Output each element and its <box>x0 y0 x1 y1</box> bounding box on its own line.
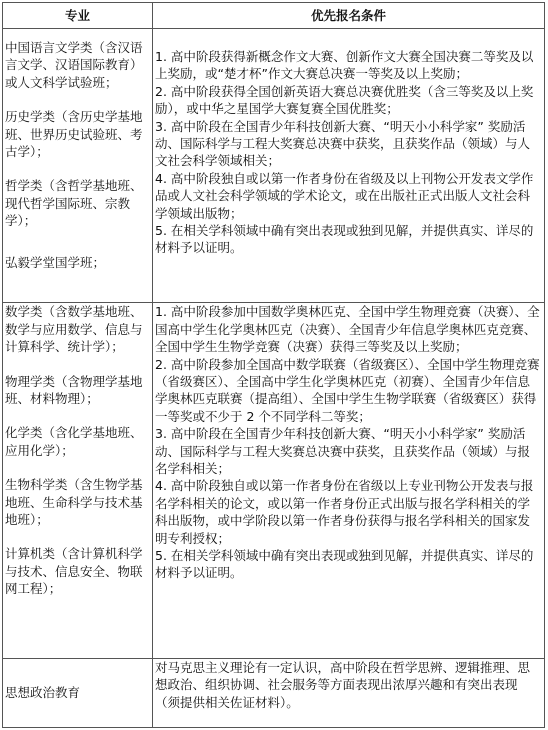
table-row <box>3 303 545 659</box>
condition-item: 1. 高中阶段获得新概念作文大赛、创新作文大赛全国决赛二等奖及以上奖励，或“楚才杯”作文大赛总决赛一等奖及以上奖励； <box>155 49 534 82</box>
admission-conditions-table <box>2 2 545 728</box>
conditions-cell <box>153 658 545 727</box>
conditions-cell <box>153 29 545 303</box>
major-item: 历史学类（含历史学基地班、世界历史试验班、考古学）； <box>5 109 143 160</box>
major-cell <box>3 303 153 659</box>
condition-item: 1. 高中阶段参加中国数学奥林匹克、全国中学生物理竞赛（决赛）、全国高中学生化学奥林匹克（决赛）、全国青少年信息学奥林匹克竞赛、全国中学生生物学竞赛（决赛）获得三等奖及以上奖励； <box>155 304 540 355</box>
header-major: 专业 <box>3 3 153 29</box>
table-row <box>3 29 545 303</box>
major-item: 中国语言文学类（含汉语言文学、汉语国际教育）或人文科学试验班； <box>5 40 143 90</box>
condition-item: 2. 高中阶段获得全国创新英语大赛总决赛优胜奖（含三等奖及以上奖励），或中华之星国学大赛复赛全国优胜奖； <box>155 83 534 117</box>
table-row <box>3 658 545 727</box>
condition-item: 3. 高中阶段在全国青少年科技创新大赛、“明天小小科学家” 奖励活动、国际科学与工程大奖赛总决赛中获奖，且获奖作品（领域）与人文社会科学领域相关； <box>155 118 531 169</box>
condition-item: 对马克思主义理论有一定认识，高中阶段在哲学思辨、逻辑推理、思想政治、组织协调、社会服务等方面表现出浓厚兴趣和有突出表现（须提供相关佐证材料）。 <box>155 659 531 710</box>
header-conditions: 优先报名条件 <box>153 3 545 29</box>
conditions-cell <box>153 303 545 659</box>
major-item: 哲学类（含哲学基地班、现代哲学国际班、宗教学）； <box>5 178 143 229</box>
admission-table-sheet <box>2 2 544 728</box>
table-header-row <box>3 3 545 29</box>
major-item: 思想政治教育 <box>5 685 81 701</box>
major-cell <box>3 658 153 727</box>
condition-item: 3. 高中阶段在全国青少年科技创新大赛、“明天小小科学家” 奖励活动、国际科学与工程大奖赛总决赛中获奖，且获奖作品（领域）与报名学科相关； <box>155 426 531 476</box>
major-item: 数学类（含数学基地班、数学与应用数学、信息与计算科学、统计学）； <box>5 304 143 355</box>
condition-item: 5. 在相关学科领域中确有突出表现或独到见解，并提供真实、详尽的材料予以证明。 <box>155 548 534 581</box>
condition-item: 4. 高中阶段独自或以第一作者身份在省级以上专业刊物公开发表与报名学科相关的论文，或以第一作者身份正式出版与报名学科相关的学科出版物，或中学阶段以第一作者身份获得与报名学科相关的国家发明专利授权； <box>155 478 534 546</box>
condition-item: 4. 高中阶段独自或以第一作者身份在省级及以上刊物公开发表文学作品或人文社会科学领域的学术论文，或在出版社正式出版人文社会科学领域出版物； <box>155 170 534 221</box>
major-item: 生物科学类（含生物学基地班、生命科学与技术基地班）； <box>5 477 143 527</box>
major-item: 化学类（含化学基地班、应用化学）； <box>5 425 143 458</box>
condition-item: 5. 在相关学科领域中确有突出表现或独到见解，并提供真实、详尽的材料予以证明。 <box>155 223 534 256</box>
major-item: 弘毅学堂国学班； <box>5 254 106 270</box>
major-item: 计算机类（含计算机科学与技术、信息安全、物联网工程）； <box>5 546 143 597</box>
major-item: 物理学类（含物理学基地班、材料物理）； <box>5 373 143 406</box>
major-cell <box>3 29 153 303</box>
condition-item: 2. 高中阶段参加全国高中数学联赛（省级赛区）、全国中学生物理竞赛（省级赛区）、全国高中学生化学奥林匹克（初赛）、全国青少年信息学奥林匹克联赛（提高组）、全国中学生生物学联赛（省级赛区）获得一等奖或不少于 2 个不同学科二等奖； <box>155 356 540 424</box>
